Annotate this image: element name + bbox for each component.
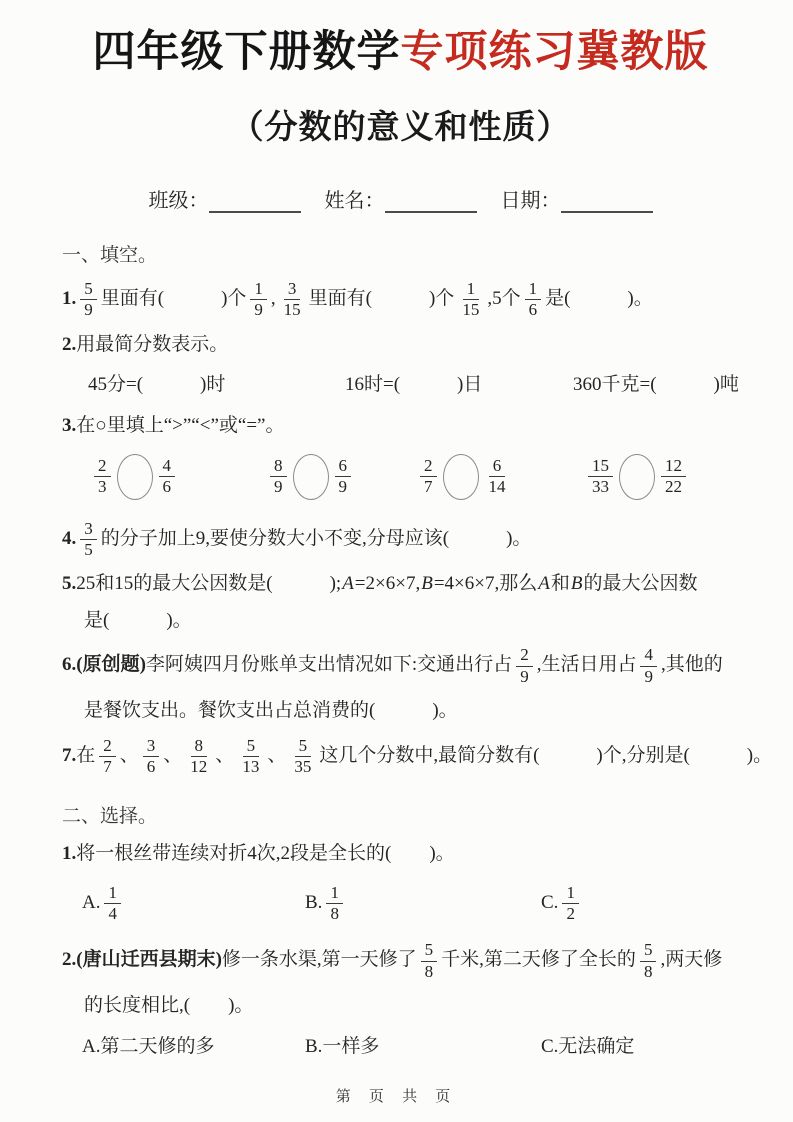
fraction bbox=[104, 884, 121, 924]
numerator: 6 bbox=[335, 457, 352, 477]
question-number: 3. bbox=[62, 414, 77, 436]
text-segment: 将一根丝带连续对折4次,2段是全长的( )。 bbox=[76, 843, 455, 865]
row-cell bbox=[541, 1034, 739, 1061]
text-segment: 、 bbox=[267, 744, 287, 766]
numerator: 5 bbox=[295, 737, 312, 757]
fraction bbox=[270, 457, 287, 497]
date-field bbox=[501, 184, 653, 213]
denominator: 6 bbox=[162, 477, 171, 497]
text-segment: 的分子加上9,要使分数大小不变,分母应该( )。 bbox=[100, 527, 532, 549]
denominator: 14 bbox=[488, 477, 506, 497]
text-segment: 45分=( )时 bbox=[88, 374, 226, 396]
text-segment: C.无法确定 bbox=[541, 1035, 635, 1057]
denominator: 35 bbox=[294, 757, 312, 777]
variable: B bbox=[570, 573, 583, 595]
fraction bbox=[250, 280, 267, 320]
fraction bbox=[640, 941, 657, 981]
denominator: 9 bbox=[338, 477, 347, 497]
date-label: 日期： bbox=[500, 190, 561, 213]
class-blank-line bbox=[209, 189, 301, 213]
denominator: 9 bbox=[84, 300, 93, 320]
row-cell bbox=[88, 372, 345, 399]
question-number: 2. bbox=[62, 333, 77, 355]
numerator: 2 bbox=[99, 737, 116, 757]
row-cell bbox=[541, 882, 739, 926]
question-number: 4. bbox=[62, 527, 77, 549]
numerator: 6 bbox=[489, 457, 506, 477]
numerator: 2 bbox=[94, 457, 111, 477]
fraction bbox=[640, 646, 657, 686]
fraction bbox=[280, 280, 305, 320]
text-segment: 里面有( )个 bbox=[308, 288, 455, 310]
text-segment: 里面有( )个 bbox=[100, 288, 247, 310]
text-segment: 一、填空。 bbox=[62, 245, 158, 267]
worksheet-line bbox=[62, 735, 773, 779]
text-segment: 二、选择。 bbox=[62, 806, 158, 828]
numerator: 5 bbox=[243, 737, 260, 757]
text-segment: 、 bbox=[163, 744, 183, 766]
numerator: 3 bbox=[284, 280, 301, 300]
variable: A bbox=[538, 573, 550, 595]
fraction bbox=[485, 457, 510, 497]
denominator: 9 bbox=[254, 300, 263, 320]
denominator: 13 bbox=[242, 757, 260, 777]
text-segment: B.一样多 bbox=[305, 1035, 380, 1057]
row-cell bbox=[266, 454, 416, 500]
denominator: 8 bbox=[330, 904, 339, 924]
numerator: 5 bbox=[421, 941, 438, 961]
text-segment: 25和15的最大公因数是( ); bbox=[76, 573, 342, 595]
text-segment: 在 bbox=[76, 744, 96, 766]
worksheet-line bbox=[62, 518, 739, 562]
denominator: 9 bbox=[644, 666, 653, 686]
row-cell bbox=[305, 1034, 541, 1061]
text-segment: A. bbox=[82, 891, 101, 913]
numerator: 1 bbox=[525, 280, 542, 300]
worksheet-line bbox=[62, 278, 739, 322]
numerator: 15 bbox=[588, 457, 613, 477]
denominator: 7 bbox=[424, 477, 433, 497]
comparison-circle bbox=[443, 454, 479, 500]
worksheet-line bbox=[62, 698, 739, 725]
page-footer: 第 页 共 页 bbox=[335, 1088, 458, 1105]
text-segment: 是餐饮支出。餐饮支出占总消费的( )。 bbox=[84, 700, 458, 722]
fraction bbox=[80, 280, 97, 320]
text-segment: 千米,第二天修了全长的 bbox=[441, 949, 636, 971]
denominator: 9 bbox=[274, 477, 283, 497]
denominator: 8 bbox=[424, 961, 434, 981]
title-red: 专项练习冀教版 bbox=[400, 28, 709, 76]
fraction bbox=[562, 884, 579, 924]
fraction bbox=[186, 737, 211, 777]
class-field bbox=[149, 184, 301, 213]
text-segment: C. bbox=[541, 891, 559, 913]
info-line bbox=[62, 184, 739, 213]
denominator: 15 bbox=[283, 300, 301, 320]
fraction bbox=[94, 457, 111, 497]
fraction bbox=[290, 737, 315, 777]
fraction bbox=[458, 280, 483, 320]
worksheet-line bbox=[62, 413, 739, 440]
text-segment: 和 bbox=[550, 573, 570, 595]
denominator: 12 bbox=[190, 757, 208, 777]
question-number: 1. bbox=[62, 288, 77, 310]
text-segment: ,5个 bbox=[487, 288, 521, 310]
fraction bbox=[421, 941, 438, 981]
denominator: 33 bbox=[592, 477, 609, 497]
denominator: 4 bbox=[108, 904, 117, 924]
text-segment: 、 bbox=[119, 744, 139, 766]
fraction bbox=[159, 457, 176, 497]
section-header bbox=[62, 804, 739, 831]
text-segment: 16时=( )日 bbox=[345, 374, 483, 396]
comparison-circle bbox=[117, 454, 153, 500]
numerator: 1 bbox=[104, 884, 121, 904]
denominator: 7 bbox=[103, 757, 112, 777]
fraction bbox=[326, 884, 343, 924]
row-cell bbox=[345, 372, 573, 399]
text-segment: 用最简分数表示。 bbox=[76, 333, 229, 355]
fraction bbox=[143, 737, 160, 777]
denominator: 9 bbox=[520, 666, 529, 686]
text-segment: ,生活日用占 bbox=[536, 654, 637, 676]
text-segment: 修一条水渠,第一天修了 bbox=[221, 949, 417, 971]
worksheet-line bbox=[62, 332, 739, 359]
numerator: 1 bbox=[562, 884, 579, 904]
page-subtitle: （分数的意义和性质） bbox=[230, 108, 571, 146]
comparison-circle bbox=[619, 454, 655, 500]
question-number: 7. bbox=[62, 744, 77, 766]
denominator: 6 bbox=[528, 300, 538, 320]
row-cell bbox=[82, 1034, 305, 1061]
fraction bbox=[516, 646, 533, 686]
numerator: 5 bbox=[640, 941, 657, 961]
denominator: 6 bbox=[146, 757, 156, 777]
denominator: 8 bbox=[643, 961, 653, 981]
text-segment: =4×6×7,那么 bbox=[433, 573, 538, 595]
denominator: 22 bbox=[665, 477, 682, 497]
row-cell bbox=[584, 454, 739, 500]
denominator: 2 bbox=[566, 904, 575, 924]
fraction bbox=[335, 457, 352, 497]
worksheet-line bbox=[62, 841, 739, 868]
denominator: 5 bbox=[84, 539, 93, 559]
text-segment: 这几个分数中,最简分数有( )个,分别是( )。 bbox=[319, 744, 773, 766]
numerator: 5 bbox=[80, 280, 97, 300]
row-cell bbox=[305, 882, 541, 926]
text-segment: B. bbox=[305, 891, 323, 913]
numerator: 12 bbox=[661, 457, 686, 477]
worksheet-row bbox=[62, 882, 739, 926]
denominator: 3 bbox=[98, 477, 107, 497]
numerator: 8 bbox=[270, 457, 287, 477]
worksheet-line bbox=[62, 571, 739, 598]
numerator: 2 bbox=[516, 646, 533, 666]
numerator: 1 bbox=[326, 884, 343, 904]
fraction bbox=[661, 457, 686, 497]
numerator: 4 bbox=[159, 457, 176, 477]
row-cell bbox=[416, 454, 584, 500]
name-label: 姓名： bbox=[324, 190, 385, 213]
numerator: 2 bbox=[420, 457, 437, 477]
text-segment: A.第二天修的多 bbox=[82, 1035, 215, 1057]
worksheet-line bbox=[62, 608, 739, 635]
text-segment: 是( )。 bbox=[545, 288, 653, 310]
numerator: 1 bbox=[250, 280, 267, 300]
question-number: 6.(原创题) bbox=[62, 654, 146, 676]
numerator: 3 bbox=[143, 737, 160, 757]
worksheet-row bbox=[62, 454, 739, 500]
question-number: 5. bbox=[62, 573, 77, 595]
fraction bbox=[588, 457, 613, 497]
worksheet-line bbox=[62, 993, 739, 1020]
row-cell bbox=[82, 882, 305, 926]
text-segment: 、 bbox=[215, 744, 235, 766]
text-segment: 是( )。 bbox=[84, 609, 192, 631]
text-segment: ,两天修 bbox=[660, 949, 723, 971]
fraction bbox=[99, 737, 116, 777]
worksheet-row bbox=[62, 1034, 739, 1061]
variable: A bbox=[342, 573, 354, 595]
text-segment: 李阿姨四月份账单支出情况如下:交通出行占 bbox=[145, 654, 513, 676]
worksheet-row bbox=[62, 372, 739, 399]
content bbox=[62, 243, 773, 1060]
title-black: 四年级下册数学 bbox=[92, 28, 401, 76]
text-segment: 360千克=( )吨 bbox=[573, 374, 739, 396]
text-segment: 的最大公因数 bbox=[583, 573, 698, 595]
row-cell bbox=[90, 454, 266, 500]
text-segment: =2×6×7, bbox=[354, 573, 421, 595]
fraction bbox=[238, 737, 263, 777]
row-cell bbox=[573, 372, 739, 399]
numerator: 3 bbox=[80, 520, 97, 540]
numerator: 8 bbox=[191, 737, 208, 757]
section-header bbox=[62, 243, 739, 270]
denominator: 15 bbox=[462, 300, 480, 320]
name-blank-line bbox=[385, 189, 477, 213]
text-segment: , bbox=[270, 288, 276, 310]
date-blank-line bbox=[561, 189, 653, 213]
fraction bbox=[525, 280, 542, 320]
text-segment: ,其他的 bbox=[660, 654, 723, 676]
worksheet-line bbox=[62, 644, 739, 688]
comparison-circle bbox=[293, 454, 329, 500]
class-label: 班级： bbox=[148, 190, 209, 213]
variable: B bbox=[421, 573, 433, 595]
question-number: 1. bbox=[62, 843, 77, 865]
text-segment: 在○里填上“>”“<”或“=”。 bbox=[76, 414, 285, 436]
fraction bbox=[80, 520, 97, 560]
question-number: 2.(唐山迁西县期末) bbox=[62, 949, 222, 971]
page-title bbox=[62, 28, 739, 77]
numerator: 4 bbox=[640, 646, 657, 666]
worksheet-line bbox=[62, 939, 739, 983]
text-segment: 的长度相比,( )。 bbox=[84, 995, 254, 1017]
numerator: 1 bbox=[463, 280, 480, 300]
name-field bbox=[325, 184, 477, 213]
fraction bbox=[420, 457, 437, 497]
